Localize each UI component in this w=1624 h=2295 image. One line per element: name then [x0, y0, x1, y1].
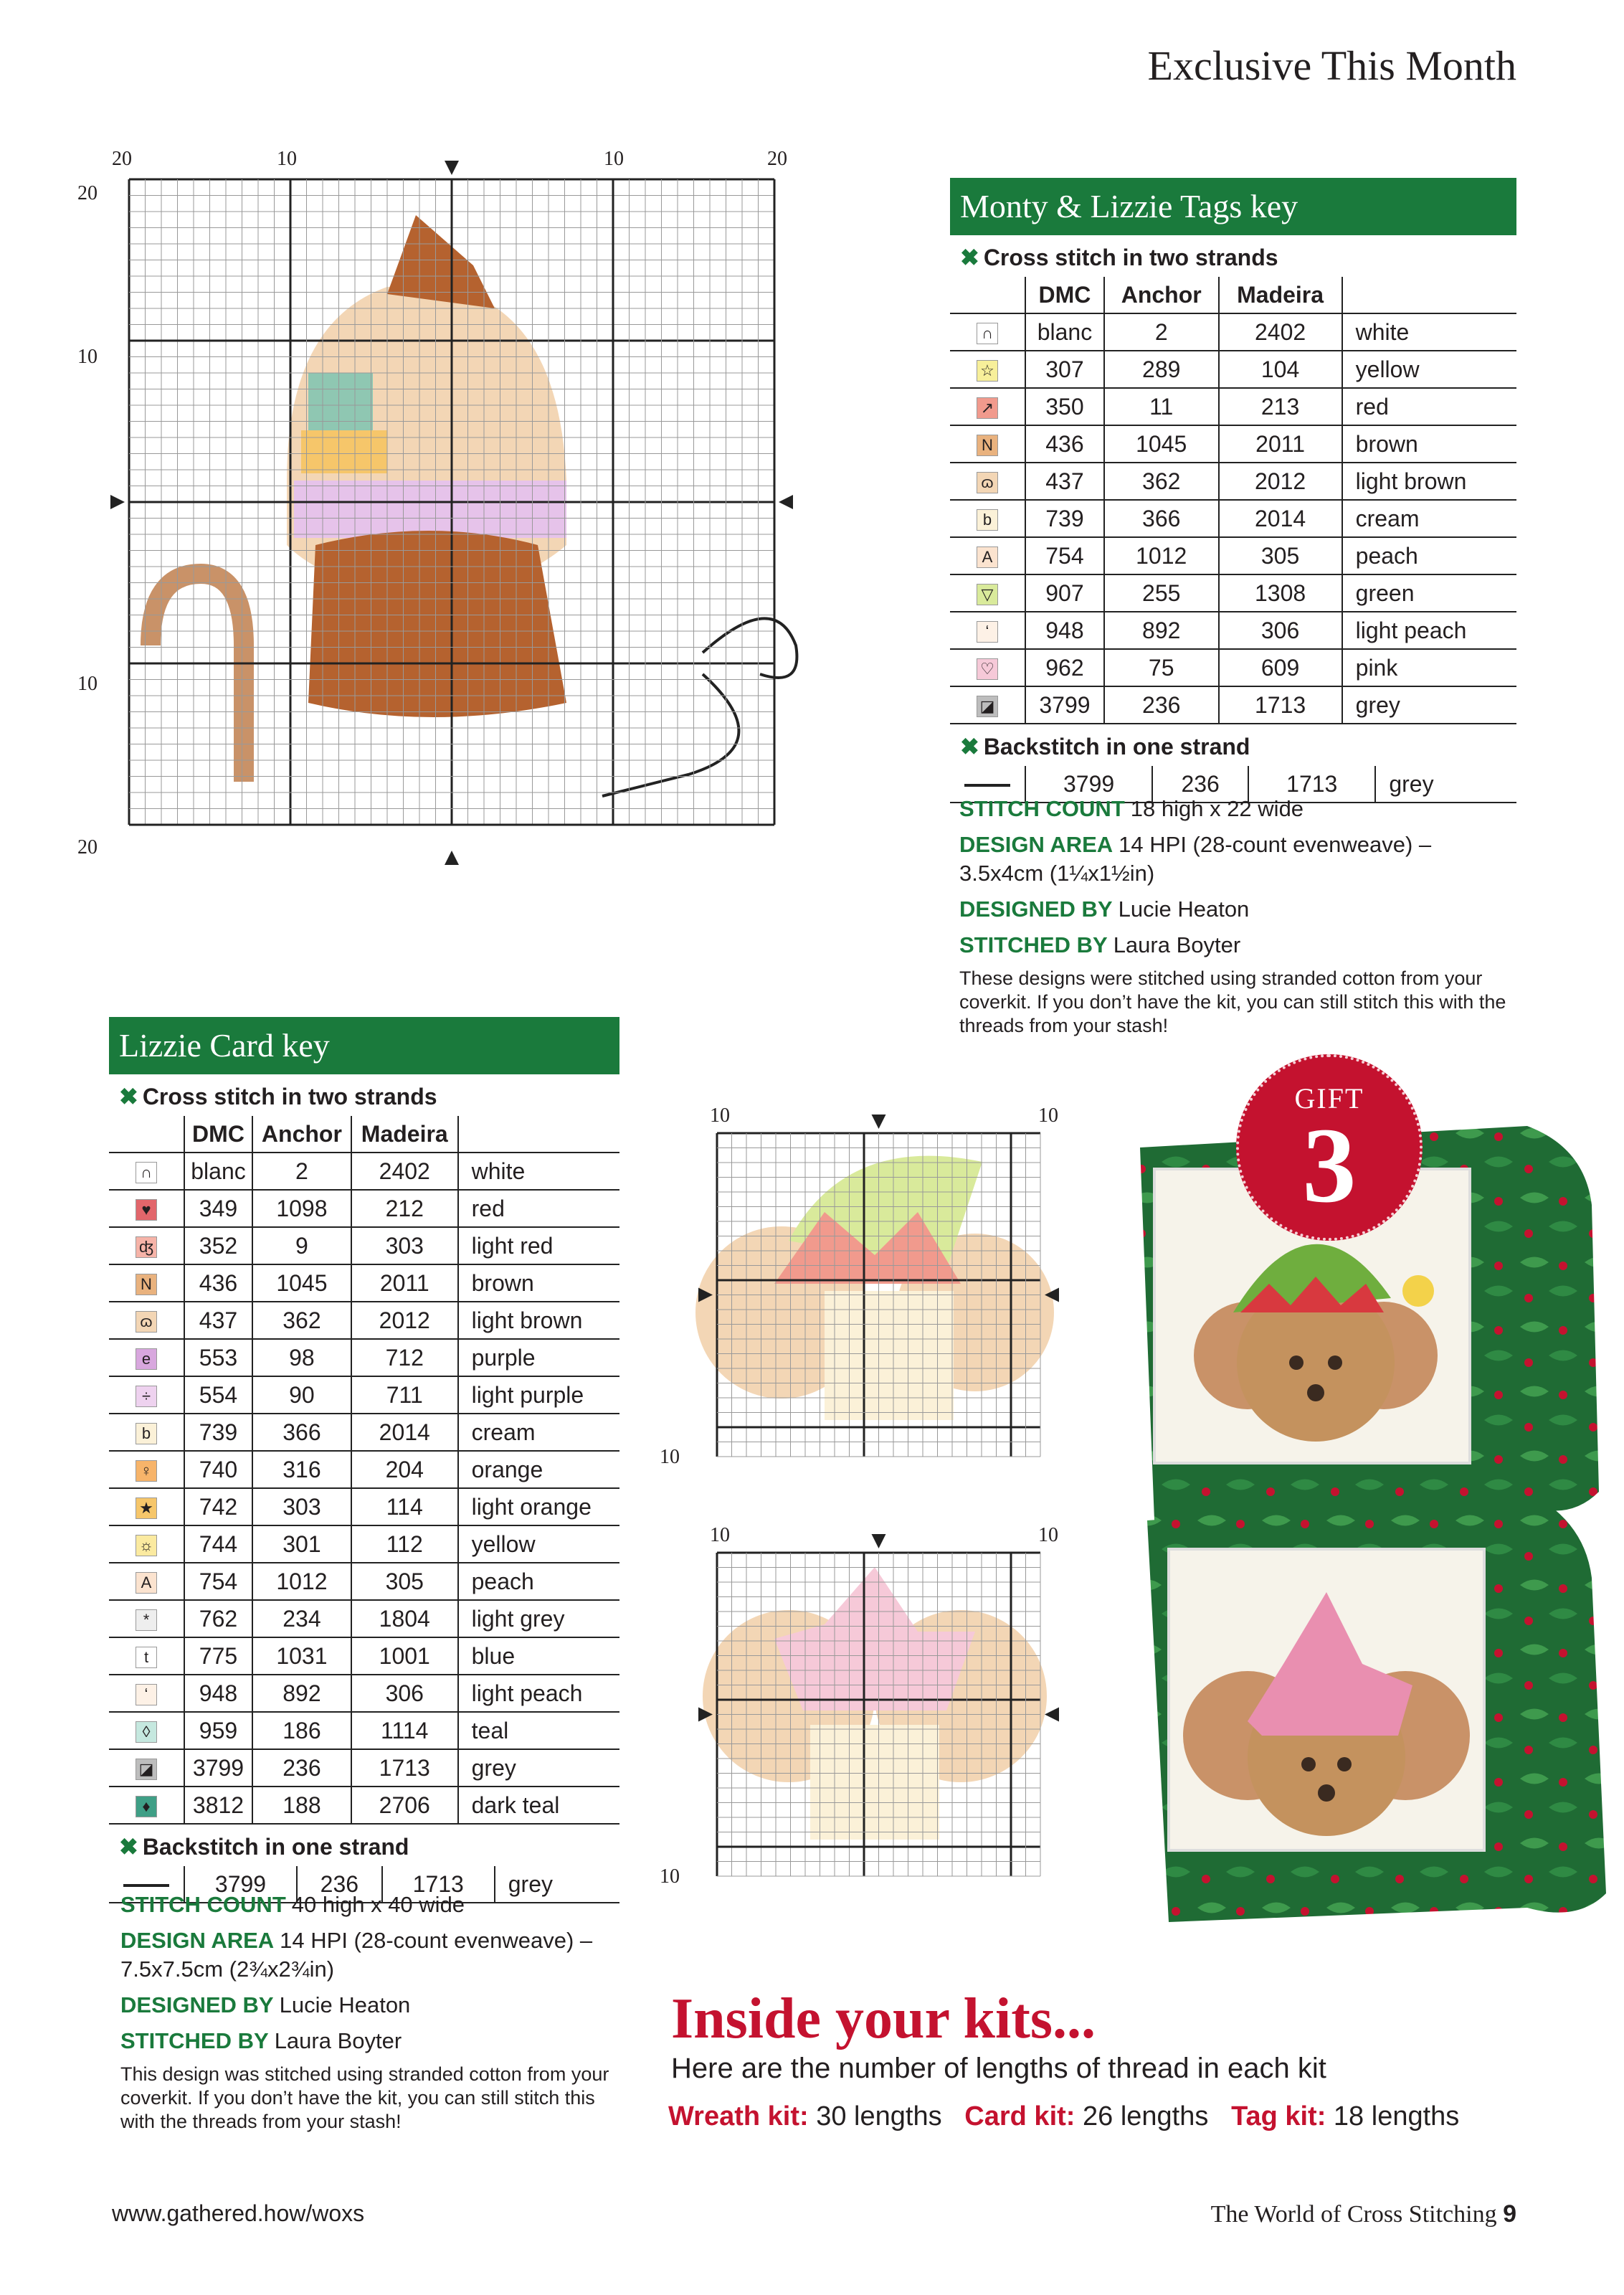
symbol-cell [109, 1264, 184, 1302]
madeira-cell: 305 [351, 1563, 458, 1600]
card-col-dmc: DMC [184, 1116, 252, 1153]
dmc-cell: 3799 [1025, 686, 1104, 724]
dmc-cell: 948 [1025, 612, 1104, 649]
stitched-tags-photo [1126, 1119, 1624, 1929]
colour-name-cell: dark teal [458, 1787, 619, 1824]
table-row [109, 1712, 619, 1749]
anchor-cell: 362 [252, 1302, 351, 1339]
tag-chart-elf-hat-grid [660, 1104, 1090, 1485]
card-kit-label: Card kit: [964, 2101, 1075, 2131]
colour-name-cell: light peach [458, 1675, 619, 1712]
thread-symbol-icon: ★ [136, 1497, 157, 1519]
colour-name-cell: light peach [1342, 612, 1516, 649]
table-row [950, 351, 1516, 388]
card-stitched-by: STITCHED BY Laura Boyter [120, 2028, 402, 2053]
card-key-table [109, 1116, 619, 1825]
madeira-cell: 306 [351, 1675, 458, 1712]
dmc-cell: 307 [1025, 351, 1104, 388]
anchor-cell: 11 [1104, 388, 1219, 425]
madeira-cell: 212 [351, 1190, 458, 1227]
dmc-cell: 762 [184, 1600, 252, 1637]
anchor-cell: 1031 [252, 1637, 351, 1675]
tags-design-area: DESIGN AREA 14 HPI (28-count evenweave) – 3.5x4cm (1¼x1½in) [959, 832, 1432, 886]
thread-symbol-icon: ÷ [136, 1386, 157, 1407]
anchor-cell: 234 [252, 1600, 351, 1637]
tick-left-3: 10 [77, 673, 98, 695]
thread-symbol-icon: t [136, 1647, 157, 1668]
thread-symbol-icon: ∩ [977, 323, 998, 344]
card-stitch-count: STITCH COUNT 40 high x 40 wide [120, 1892, 465, 1917]
dmc-cell: 437 [184, 1302, 252, 1339]
kits-title: Inside your kits... [671, 1987, 1096, 2050]
thread-symbol-icon: ∩ [136, 1162, 157, 1183]
gift-number: 3 [1302, 1106, 1357, 1225]
table-row [109, 1339, 619, 1376]
madeira-cell: 112 [351, 1525, 458, 1563]
dmc-cell: 3799 [1025, 766, 1152, 803]
anchor-cell: 255 [1104, 574, 1219, 612]
thread-symbol-icon: ♦ [136, 1796, 157, 1817]
table-row [109, 1153, 619, 1190]
symbol-cell [950, 425, 1025, 463]
tags-key-table [950, 277, 1516, 724]
table-row [950, 612, 1516, 649]
dmc-cell: 436 [184, 1264, 252, 1302]
thread-symbol-icon: b [977, 509, 998, 531]
symbol-cell [950, 574, 1025, 612]
madeira-cell: 306 [1219, 612, 1342, 649]
table-row [109, 1787, 619, 1824]
table-row [109, 1525, 619, 1563]
footer-magazine [1211, 2200, 1516, 2228]
dmc-cell: 959 [184, 1712, 252, 1749]
tick-top-3: 10 [604, 148, 624, 170]
madeira-cell: 712 [351, 1339, 458, 1376]
madeira-cell: 2011 [351, 1264, 458, 1302]
madeira-cell: 213 [1219, 388, 1342, 425]
colour-name-cell: yellow [1342, 351, 1516, 388]
dmc-cell: 907 [1025, 574, 1104, 612]
symbol-cell [109, 1190, 184, 1227]
tags-col-dmc: DMC [1025, 277, 1104, 313]
thread-symbol-icon: ◊ [136, 1721, 157, 1743]
table-row [109, 1488, 619, 1525]
tag2-tick-left-bottom: 10 [660, 1865, 680, 1888]
thread-symbol-icon: ♀ [136, 1460, 157, 1482]
anchor-cell: 9 [252, 1227, 351, 1264]
dmc-cell: 739 [184, 1414, 252, 1451]
tags-key [950, 178, 1516, 803]
dmc-cell: 436 [1025, 425, 1104, 463]
madeira-cell: 2012 [351, 1302, 458, 1339]
colour-name-cell: teal [458, 1712, 619, 1749]
tags-meta [959, 795, 1511, 1038]
anchor-cell: 316 [252, 1451, 351, 1488]
tags-stitched-by: STITCHED BY Laura Boyter [959, 932, 1241, 957]
madeira-cell: 114 [351, 1488, 458, 1525]
madeira-cell: 609 [1219, 649, 1342, 686]
tags-col-anchor: Anchor [1104, 277, 1219, 313]
tag-kit-value: 18 lengths [1333, 2101, 1460, 2131]
symbol-cell [109, 1376, 184, 1414]
anchor-cell: 236 [252, 1749, 351, 1787]
thread-symbol-icon: ʻ [136, 1684, 157, 1705]
tags-back-label: ✖ Backstitch in one strand [960, 734, 1250, 760]
thread-symbol-icon: N [977, 435, 998, 456]
dmc-cell: 352 [184, 1227, 252, 1264]
thread-symbol-icon: A [977, 546, 998, 568]
card-col-madeira: Madeira [351, 1116, 458, 1153]
symbol-cell [109, 1414, 184, 1451]
colour-name-cell: brown [458, 1264, 619, 1302]
anchor-cell: 366 [1104, 500, 1219, 537]
colour-name-cell: red [1342, 388, 1516, 425]
dmc-cell: blanc [1025, 313, 1104, 351]
symbol-cell [109, 1637, 184, 1675]
madeira-cell: 2014 [351, 1414, 458, 1451]
symbol-cell [950, 388, 1025, 425]
dmc-cell: 962 [1025, 649, 1104, 686]
colour-name-cell: peach [1342, 537, 1516, 574]
tags-stitch-count: STITCH COUNT 18 high x 22 wide [959, 796, 1304, 821]
dmc-cell: 742 [184, 1488, 252, 1525]
tags-key-title: Monty & Lizzie Tags key [950, 178, 1516, 235]
symbol-cell [950, 500, 1025, 537]
tag1-tick-top-left: 10 [710, 1104, 730, 1127]
symbol-cell [109, 1153, 184, 1190]
table-row [950, 313, 1516, 351]
dmc-cell: 3812 [184, 1787, 252, 1824]
anchor-cell: 303 [252, 1488, 351, 1525]
anchor-cell: 236 [297, 1866, 382, 1903]
tags-col-symbol [950, 277, 1025, 313]
table-row [109, 1264, 619, 1302]
madeira-cell: 305 [1219, 537, 1342, 574]
card-col-name [458, 1116, 619, 1153]
madeira-cell: 2012 [1219, 463, 1342, 500]
table-row [950, 500, 1516, 537]
symbol-cell [109, 1600, 184, 1637]
dmc-cell: 349 [184, 1190, 252, 1227]
tag1-tick-left-bottom: 10 [660, 1446, 680, 1468]
anchor-cell: 1045 [252, 1264, 351, 1302]
thread-symbol-icon: ʻ [977, 621, 998, 643]
thread-symbol-icon: ɷ [136, 1311, 157, 1333]
madeira-cell: 2402 [351, 1153, 458, 1190]
table-row [950, 574, 1516, 612]
thread-symbol-icon: A [136, 1572, 157, 1594]
anchor-cell: 362 [1104, 463, 1219, 500]
dmc-cell: 3799 [184, 1749, 252, 1787]
colour-name-cell: white [1342, 313, 1516, 351]
symbol-cell [109, 1712, 184, 1749]
thread-symbol-icon: ▽ [977, 584, 998, 605]
anchor-cell: 1045 [1104, 425, 1219, 463]
thread-symbol-icon: ☼ [136, 1535, 157, 1556]
colour-name-cell: grey [458, 1749, 619, 1787]
madeira-cell: 2706 [351, 1787, 458, 1824]
dmc-cell: 350 [1025, 388, 1104, 425]
madeira-cell: 1713 [1248, 766, 1375, 803]
table-row [109, 1227, 619, 1264]
anchor-cell: 1012 [252, 1563, 351, 1600]
madeira-cell: 1713 [382, 1866, 495, 1903]
colour-name-cell: light red [458, 1227, 619, 1264]
tags-note: These designs were stitched using stranded cotton from your coverkit. If you don’t have the kit, you can still stitch this with the threads from your stash! [959, 967, 1506, 1036]
madeira-cell: 2402 [1219, 313, 1342, 351]
anchor-cell: 188 [252, 1787, 351, 1824]
tag2-tick-top-right: 10 [1038, 1524, 1058, 1546]
madeira-cell: 2014 [1219, 500, 1342, 537]
thread-symbol-icon: ☆ [977, 360, 998, 382]
card-key [109, 1017, 619, 1903]
anchor-cell: 186 [252, 1712, 351, 1749]
anchor-cell: 236 [1104, 686, 1219, 724]
tag-chart-crown [660, 1524, 1090, 1904]
madeira-cell: 1713 [351, 1749, 458, 1787]
lizzie-card-chart [72, 143, 817, 889]
anchor-cell: 75 [1104, 649, 1219, 686]
tags-col-madeira: Madeira [1219, 277, 1342, 313]
thread-symbol-icon: e [136, 1348, 157, 1370]
table-row [950, 388, 1516, 425]
anchor-cell: 289 [1104, 351, 1219, 388]
dmc-cell: 554 [184, 1376, 252, 1414]
dmc-cell: 3799 [184, 1866, 297, 1903]
section-title: Exclusive This Month [1147, 42, 1516, 89]
dmc-cell: 740 [184, 1451, 252, 1488]
page-number: 9 [1503, 2200, 1516, 2228]
symbol-cell [109, 1488, 184, 1525]
symbol-cell [109, 1675, 184, 1712]
anchor-cell: 2 [1104, 313, 1219, 351]
tag-chart-elf-hat [660, 1104, 1090, 1485]
madeira-cell: 711 [351, 1376, 458, 1414]
thread-symbol-icon: ɷ [977, 472, 998, 493]
table-row [950, 537, 1516, 574]
thread-symbol-icon: * [136, 1609, 157, 1631]
anchor-cell: 2 [252, 1153, 351, 1190]
colour-name-cell: white [458, 1153, 619, 1190]
dmc-cell: 553 [184, 1339, 252, 1376]
table-row [109, 1675, 619, 1712]
tag-chart-crown-grid [660, 1524, 1090, 1904]
thread-symbol-icon: ↗ [977, 397, 998, 419]
symbol-cell [950, 313, 1025, 351]
tick-top-2: 10 [277, 148, 297, 170]
dmc-cell: 775 [184, 1637, 252, 1675]
madeira-cell: 303 [351, 1227, 458, 1264]
colour-name-cell: purple [458, 1339, 619, 1376]
madeira-cell: 104 [1219, 351, 1342, 388]
thread-symbol-icon: ♡ [977, 658, 998, 680]
symbol-cell [109, 1749, 184, 1787]
table-row [109, 1190, 619, 1227]
colour-name-cell: red [458, 1190, 619, 1227]
table-row [109, 1451, 619, 1488]
symbol-cell [950, 649, 1025, 686]
tags-designed-by: DESIGNED BY Lucie Heaton [959, 896, 1250, 922]
colour-name-cell: grey [1375, 766, 1516, 803]
dmc-cell: 754 [184, 1563, 252, 1600]
symbol-cell [950, 463, 1025, 500]
tag2-tick-top-left: 10 [710, 1524, 730, 1546]
wreath-kit-label: Wreath kit: [668, 2101, 809, 2131]
table-row [950, 649, 1516, 686]
symbol-cell [109, 1302, 184, 1339]
table-row [109, 1637, 619, 1675]
symbol-cell [109, 1339, 184, 1376]
card-col-anchor: Anchor [252, 1116, 351, 1153]
madeira-cell: 1001 [351, 1637, 458, 1675]
table-row [109, 1600, 619, 1637]
dmc-cell: 437 [1025, 463, 1104, 500]
thread-symbol-icon: b [136, 1423, 157, 1444]
symbol-cell [109, 1451, 184, 1488]
symbol-cell [950, 686, 1025, 724]
anchor-cell: 98 [252, 1339, 351, 1376]
colour-name-cell: cream [458, 1414, 619, 1451]
colour-name-cell: light brown [458, 1302, 619, 1339]
anchor-cell: 892 [1104, 612, 1219, 649]
gift-badge [1236, 1054, 1423, 1241]
magazine-name: The World of Cross Stitching [1210, 2201, 1497, 2228]
dmc-cell: 754 [1025, 537, 1104, 574]
madeira-cell: 1308 [1219, 574, 1342, 612]
card-meta [120, 1891, 615, 2134]
symbol-cell [109, 1525, 184, 1563]
table-row [950, 425, 1516, 463]
anchor-cell: 236 [1152, 766, 1248, 803]
gift-word: GIFT [1294, 1082, 1364, 1115]
colour-name-cell: grey [1342, 686, 1516, 724]
card-back-label: ✖ Backstitch in one strand [119, 1834, 409, 1860]
thread-symbol-icon: N [136, 1274, 157, 1295]
colour-name-cell: light brown [1342, 463, 1516, 500]
tick-left-4: 20 [77, 836, 98, 858]
colour-name-cell: brown [1342, 425, 1516, 463]
tick-top-1: 20 [112, 148, 132, 170]
madeira-cell: 1713 [1219, 686, 1342, 724]
tag-kit-label: Tag kit: [1231, 2101, 1326, 2131]
symbol-cell [950, 351, 1025, 388]
colour-name-cell: blue [458, 1637, 619, 1675]
tags-col-name [1342, 277, 1516, 313]
colour-name-cell: orange [458, 1451, 619, 1488]
anchor-cell: 301 [252, 1525, 351, 1563]
colour-name-cell: grey [495, 1866, 619, 1903]
colour-name-cell: cream [1342, 500, 1516, 537]
dmc-cell: 948 [184, 1675, 252, 1712]
thread-symbol-icon: ♥ [136, 1199, 157, 1221]
symbol-cell [109, 1787, 184, 1824]
table-row [950, 463, 1516, 500]
dmc-cell: 739 [1025, 500, 1104, 537]
table-row [109, 1749, 619, 1787]
table-row [950, 686, 1516, 724]
anchor-cell: 366 [252, 1414, 351, 1451]
kits-subtitle: Here are the number of lengths of thread in each kit [671, 2053, 1326, 2084]
card-col-symbol [109, 1116, 184, 1153]
card-note: This design was stitched using stranded cotton from your coverkit. If you don’t have the kit, you can still stitch this with the threads from your stash! [120, 2063, 609, 2132]
colour-name-cell: light purple [458, 1376, 619, 1414]
tick-left-1: 20 [77, 182, 98, 204]
tag1-tick-top-right: 10 [1038, 1104, 1058, 1127]
kits-lengths [668, 2101, 1459, 2132]
colour-name-cell: pink [1342, 649, 1516, 686]
footer-url: www.gathered.how/woxs [112, 2200, 365, 2226]
tick-left-2: 10 [77, 346, 98, 368]
table-row [109, 1376, 619, 1414]
thread-symbol-icon: ◪ [136, 1759, 157, 1780]
table-row [109, 1563, 619, 1600]
colour-name-cell: green [1342, 574, 1516, 612]
table-row [109, 1414, 619, 1451]
anchor-cell: 892 [252, 1675, 351, 1712]
madeira-cell: 2011 [1219, 425, 1342, 463]
anchor-cell: 1012 [1104, 537, 1219, 574]
card-key-title: Lizzie Card key [109, 1017, 619, 1074]
anchor-cell: 90 [252, 1376, 351, 1414]
thread-symbol-icon: ʤ [136, 1236, 157, 1258]
card-design-area: DESIGN AREA 14 HPI (28-count evenweave) – 7.5x7.5cm (2¾x2¾in) [120, 1928, 593, 1982]
thread-symbol-icon: ◪ [977, 696, 998, 717]
colour-name-cell: light orange [458, 1488, 619, 1525]
tags-cross-label: ✖ Cross stitch in two strands [960, 245, 1278, 270]
table-row [109, 1302, 619, 1339]
symbol-cell [950, 612, 1025, 649]
symbol-cell [109, 1227, 184, 1264]
madeira-cell: 1114 [351, 1712, 458, 1749]
tick-top-4: 20 [767, 148, 787, 170]
wreath-kit-value: 30 lengths [816, 2101, 942, 2131]
dmc-cell: blanc [184, 1153, 252, 1190]
madeira-cell: 204 [351, 1451, 458, 1488]
lizzie-card-chart-grid [72, 143, 817, 889]
colour-name-cell: peach [458, 1563, 619, 1600]
colour-name-cell: yellow [458, 1525, 619, 1563]
card-designed-by: DESIGNED BY Lucie Heaton [120, 1992, 411, 2017]
tag-two [1147, 1492, 1606, 1922]
dmc-cell: 744 [184, 1525, 252, 1563]
madeira-cell: 1804 [351, 1600, 458, 1637]
anchor-cell: 1098 [252, 1190, 351, 1227]
card-kit-value: 26 lengths [1083, 2101, 1209, 2131]
symbol-cell [109, 1563, 184, 1600]
colour-name-cell: light grey [458, 1600, 619, 1637]
card-cross-label: ✖ Cross stitch in two strands [119, 1084, 437, 1109]
symbol-cell [950, 537, 1025, 574]
